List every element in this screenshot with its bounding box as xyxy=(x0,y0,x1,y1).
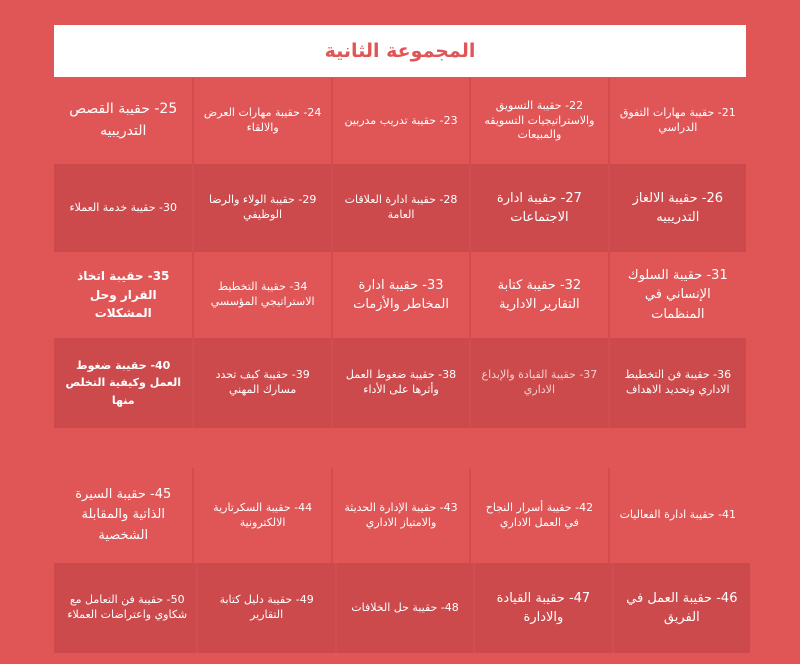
course-cell[interactable]: 35- حقيبة اتخاذ القرار وحل المشكلات xyxy=(77,269,170,321)
course-cell[interactable]: 43- حقيبة الإدارة الحديثة والامتياز الاداري xyxy=(331,468,469,563)
course-cell[interactable]: 47- حقيبة القيادة والادارة xyxy=(473,563,611,653)
grid-row xyxy=(54,563,750,653)
course-cell[interactable]: 48- حقيبة حل الخلافات xyxy=(335,563,473,653)
course-cell[interactable]: 21- حقيبة مهارات التفوق الدراسي xyxy=(608,78,746,164)
grid-row xyxy=(54,252,746,338)
course-cell[interactable]: 31- حقيبة السلوك الإنساني في المنظمات xyxy=(608,252,746,338)
grid-row xyxy=(54,164,746,252)
grid-row xyxy=(54,468,746,563)
row-spacer xyxy=(54,428,746,468)
course-cell[interactable]: 23- حقيبة تدريب مدربين xyxy=(331,78,469,164)
course-cell[interactable]: 42- حقيبة أسرار النجاح في العمل الاداري xyxy=(469,468,607,563)
grid-row xyxy=(54,338,746,428)
course-cell[interactable]: 26- حقيبة الالغاز التدريبيه xyxy=(608,164,746,252)
course-cell[interactable]: 49- حقيبة دليل كتابة التقارير xyxy=(196,563,334,653)
course-cell[interactable]: 34- حقيبة التخطيط الاستراتيجي المؤسسي xyxy=(192,252,330,338)
course-cell[interactable]: 28- حقيبة ادارة العلاقات العامة xyxy=(331,164,469,252)
course-cell[interactable]: 30- حقيبة خدمة العملاء xyxy=(69,200,178,214)
course-cell[interactable]: 25- حقيبة القصص التدريبيه xyxy=(69,101,178,139)
course-cell[interactable]: 39- حقيبة كيف تحدد مسارك المهني xyxy=(192,338,330,428)
grid-row xyxy=(54,78,746,164)
course-cell[interactable]: 33- حقيبة ادارة المخاطر والأزمات xyxy=(331,252,469,338)
course-cell[interactable]: 40- حقيبة ضغوط العمل وكيفية التخلص منها xyxy=(65,359,182,407)
group-title: المجموعة الثانية xyxy=(324,40,476,62)
course-cell[interactable]: 22- حقيبة التسويق والاستراتيجيات التسويقه والمبيعات xyxy=(469,78,607,164)
course-cell[interactable]: 41- حقيبة ادارة الفعاليات xyxy=(608,468,746,563)
course-cell[interactable]: 44- حقيبة السكرتارية الالكترونية xyxy=(192,468,330,563)
course-cell[interactable]: 27- حقيبة ادارة الاجتماعات xyxy=(469,164,607,252)
course-cell[interactable]: 46- حقيبة العمل في الفريق xyxy=(612,563,750,653)
course-cell[interactable]: 37- حقيبة القيادة والإبداع الاداري xyxy=(469,338,607,428)
course-grid xyxy=(54,78,746,653)
course-cell[interactable]: 45- حقيبة السيرة الذاتية والمقابلة الشخصية xyxy=(75,487,172,543)
course-cell[interactable]: 50- حقيبة فن التعامل مع شكاوي واعتراضات العملاء xyxy=(67,593,188,621)
group-header xyxy=(54,25,746,77)
course-cell[interactable]: 36- حقيبة فن التخطيط الاداري وتحديد الاهداف xyxy=(608,338,746,428)
course-cell[interactable]: 24- حقيبة مهارات العرض والالقاء xyxy=(192,78,330,164)
course-cell[interactable]: 38- حقيبة ضغوط العمل وأثرها على الأداء xyxy=(331,338,469,428)
course-cell[interactable]: 32- حقيبة كتابة التقارير الادارية xyxy=(469,252,607,338)
course-cell[interactable]: 29- حقيبة الولاء والرضا الوظيفي xyxy=(192,164,330,252)
